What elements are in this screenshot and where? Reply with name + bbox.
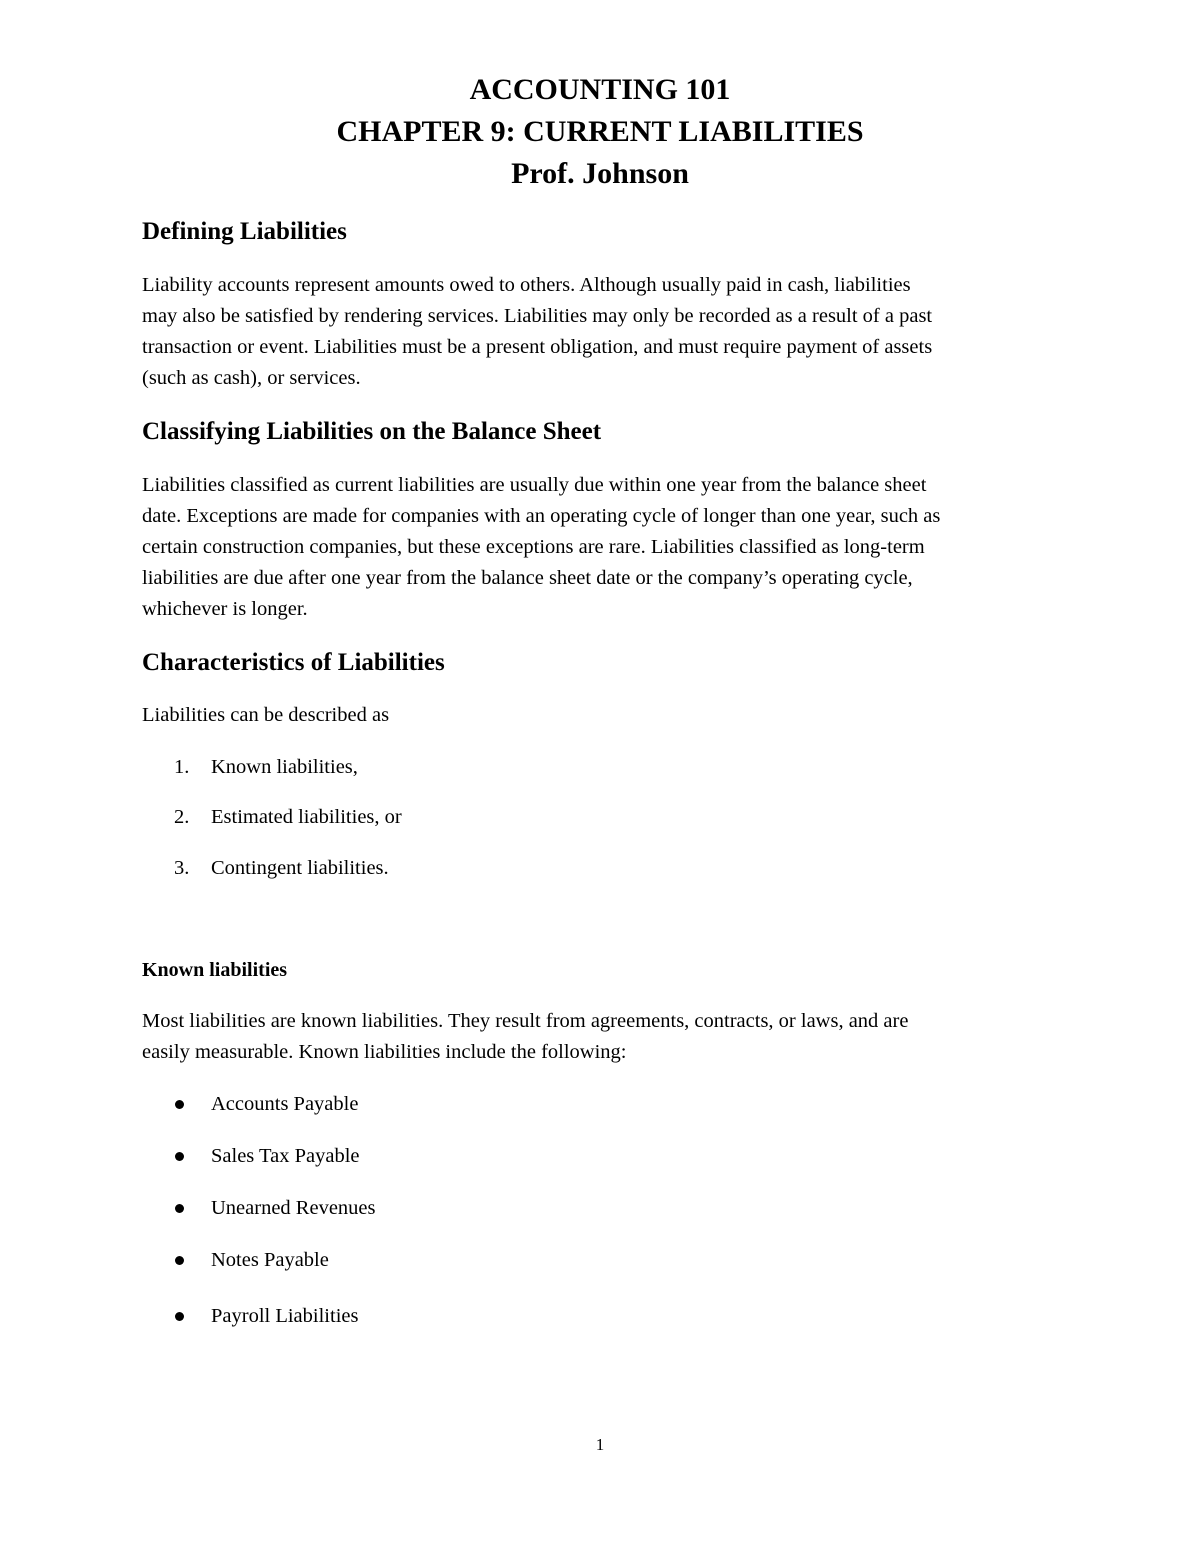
section-heading-defining: Defining Liabilities: [142, 218, 347, 245]
bullet-item: Unearned Revenues: [211, 1197, 376, 1219]
paragraph-line: certain construction companies, but these exceptions are rare. Liabilities classified as long-term: [142, 536, 925, 558]
chapter-title: CHAPTER 9: CURRENT LIABILITIES: [336, 115, 864, 148]
paragraph-line: (such as cash), or services.: [142, 367, 361, 389]
paragraph-line: may also be satisfied by rendering services. Liabilities may only be recorded as a result of a past: [142, 305, 933, 327]
course-title: ACCOUNTING 101: [469, 73, 731, 106]
instructor-name: Prof. Johnson: [511, 157, 689, 190]
bullet-item: Sales Tax Payable: [211, 1145, 360, 1167]
list-item: Estimated liabilities, or: [211, 806, 402, 828]
paragraph-line: date. Exceptions are made for companies with an operating cycle of longer than one year, such as: [142, 505, 941, 527]
paragraph-line: whichever is longer.: [142, 598, 308, 620]
list-intro: Liabilities can be described as: [142, 704, 390, 726]
bullet-icon: [175, 1204, 184, 1213]
section-heading-classifying: Classifying Liabilities on the Balance Sheet: [142, 418, 602, 445]
list-item-number: 1.: [174, 756, 190, 778]
paragraph-line: Liability accounts represent amounts owed to others. Although usually paid in cash, liabilities: [142, 274, 911, 296]
bullet-icon: [175, 1152, 184, 1161]
bullet-item: Accounts Payable: [211, 1093, 359, 1115]
list-item: Contingent liabilities.: [211, 857, 389, 879]
section-heading-characteristics: Characteristics of Liabilities: [142, 649, 445, 676]
paragraph-line: easily measurable. Known liabilities include the following:: [142, 1041, 627, 1063]
list-item: Known liabilities,: [211, 756, 358, 778]
paragraph-line: Liabilities classified as current liabilities are usually due within one year from the balance sheet: [142, 474, 927, 496]
bullet-icon: [175, 1100, 184, 1109]
paragraph-line: liabilities are due after one year from the balance sheet date or the company’s operating cycle,: [142, 567, 913, 589]
paragraph-line: transaction or event. Liabilities must be a present obligation, and must require payment of assets: [142, 336, 933, 358]
page-number: 1: [595, 1435, 605, 1454]
section-heading-known-liabilities: Known liabilities: [142, 959, 288, 981]
list-item-number: 3.: [174, 857, 190, 879]
paragraph-line: Most liabilities are known liabilities. They result from agreements, contracts, or laws, and are: [142, 1010, 909, 1032]
bullet-item: Notes Payable: [211, 1249, 329, 1271]
bullet-icon: [175, 1256, 184, 1265]
bullet-icon: [175, 1312, 184, 1321]
list-item-number: 2.: [174, 806, 190, 828]
bullet-item: Payroll Liabilities: [211, 1305, 359, 1327]
